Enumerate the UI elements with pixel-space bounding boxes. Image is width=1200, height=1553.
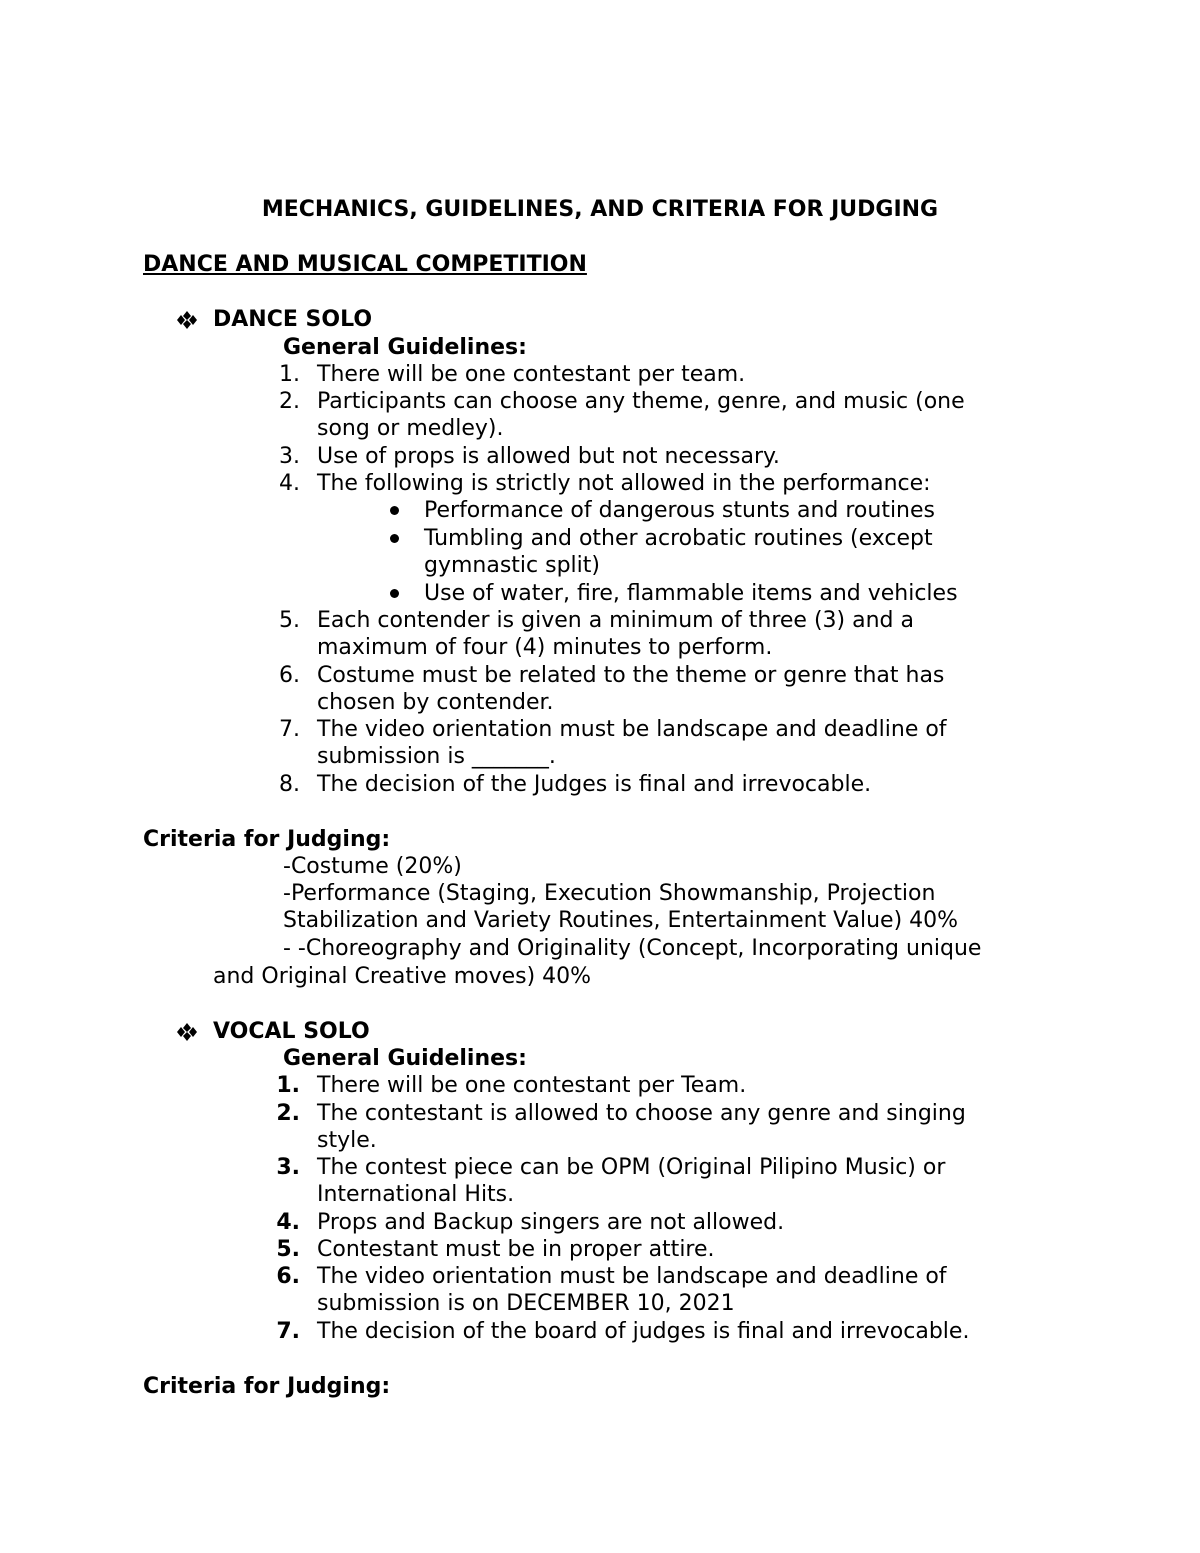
dance-item-text: The decision of the Judges is final and irrevocable. (317, 772, 872, 797)
not-allowed-item-text: gymnastic split) (424, 553, 600, 579)
dance-item-number: 6. (279, 663, 300, 688)
vocal-item-text: Contestant must be in proper attire. (317, 1237, 715, 1262)
bullet-dot-icon (390, 506, 399, 515)
dance-item-text: submission is _______. (317, 744, 556, 770)
dance-guidelines-label: General Guidelines: (283, 335, 527, 360)
diamond-bullet-icon (176, 1022, 198, 1042)
dance-item-text: The following is strictly not allowed in the performance: (317, 471, 931, 496)
vocal-item-text: The video orientation must be landscape and deadline of (317, 1264, 947, 1289)
dance-item-text: Costume must be related to the theme or genre that has (317, 663, 945, 688)
vocal-item-number: 6. (276, 1264, 300, 1289)
vocal-criteria-label: Criteria for Judging: (143, 1374, 391, 1399)
diamond-bullet-icon (176, 310, 198, 330)
vocal-item-text: The decision of the board of judges is final and irrevocable. (317, 1319, 970, 1344)
competition-heading: DANCE AND MUSICAL COMPETITION (143, 252, 587, 277)
dance-item-text: chosen by contender. (317, 690, 554, 716)
dance-criterion-costume: -Costume (20%) (283, 854, 462, 879)
dance-item-text: song or medley). (317, 416, 504, 442)
dance-item-number: 2. (279, 389, 300, 414)
vocal-item-text: The contest piece can be OPM (Original Pilipino Music) or (317, 1155, 946, 1180)
dance-item-number: 5. (279, 608, 300, 633)
dance-item-number: 7. (279, 717, 300, 742)
vocal-item-number: 7. (276, 1319, 300, 1344)
vocal-solo-heading: VOCAL SOLO (213, 1019, 370, 1044)
dance-item-text: Participants can choose any theme, genre, and music (one (317, 389, 965, 414)
dance-item-text: The video orientation must be landscape and deadline of (317, 717, 947, 742)
not-allowed-item-text: Tumbling and other acrobatic routines (except (424, 526, 933, 551)
vocal-item-text: Props and Backup singers are not allowed. (317, 1210, 785, 1235)
dance-item-text: Each contender is given a minimum of three (3) and a (317, 608, 914, 633)
dance-item-text: There will be one contestant per team. (317, 362, 746, 387)
dance-item-text: Use of props is allowed but not necessary. (317, 444, 780, 469)
vocal-item-text: There will be one contestant per Team. (317, 1073, 747, 1098)
not-allowed-item-text: Performance of dangerous stunts and routines (424, 498, 935, 523)
dance-item-number: 8. (279, 772, 300, 797)
document-title: MECHANICS, GUIDELINES, AND CRITERIA FOR JUDGING (261, 197, 939, 222)
not-allowed-item-text: Use of water, fire, flammable items and vehicles (424, 581, 958, 606)
vocal-item-text: International Hits. (317, 1182, 515, 1208)
dance-criterion-performance-cont: Stabilization and Variety Routines, Entertainment Value) 40% (283, 908, 959, 933)
vocal-item-number: 3. (276, 1155, 300, 1180)
dance-solo-heading: DANCE SOLO (213, 307, 373, 332)
dance-item-number: 3. (279, 444, 300, 469)
vocal-item-number: 2. (276, 1101, 300, 1126)
bullet-dot-icon (390, 589, 399, 598)
vocal-item-number: 1. (276, 1073, 300, 1098)
vocal-item-text: style. (317, 1128, 377, 1154)
vocal-item-number: 4. (276, 1210, 300, 1235)
dance-item-number: 1. (279, 362, 300, 387)
dance-criteria-label: Criteria for Judging: (143, 827, 391, 852)
vocal-item-number: 5. (276, 1237, 300, 1262)
dance-item-text: maximum of four (4) minutes to perform. (317, 635, 773, 661)
dance-item-number: 4. (279, 471, 300, 496)
dance-criterion-performance: -Performance (Staging, Execution Showmanship, Projection (283, 881, 936, 906)
vocal-guidelines-label: General Guidelines: (283, 1046, 527, 1071)
dance-criterion-choreography: - -Choreography and Originality (Concept, Incorporating unique (283, 936, 982, 961)
vocal-item-text: The contestant is allowed to choose any genre and singing (317, 1101, 966, 1126)
vocal-item-text: submission is on DECEMBER 10, 2021 (317, 1291, 735, 1317)
dance-criterion-choreography-cont: and Original Creative moves) 40% (213, 964, 592, 989)
bullet-dot-icon (390, 534, 399, 543)
